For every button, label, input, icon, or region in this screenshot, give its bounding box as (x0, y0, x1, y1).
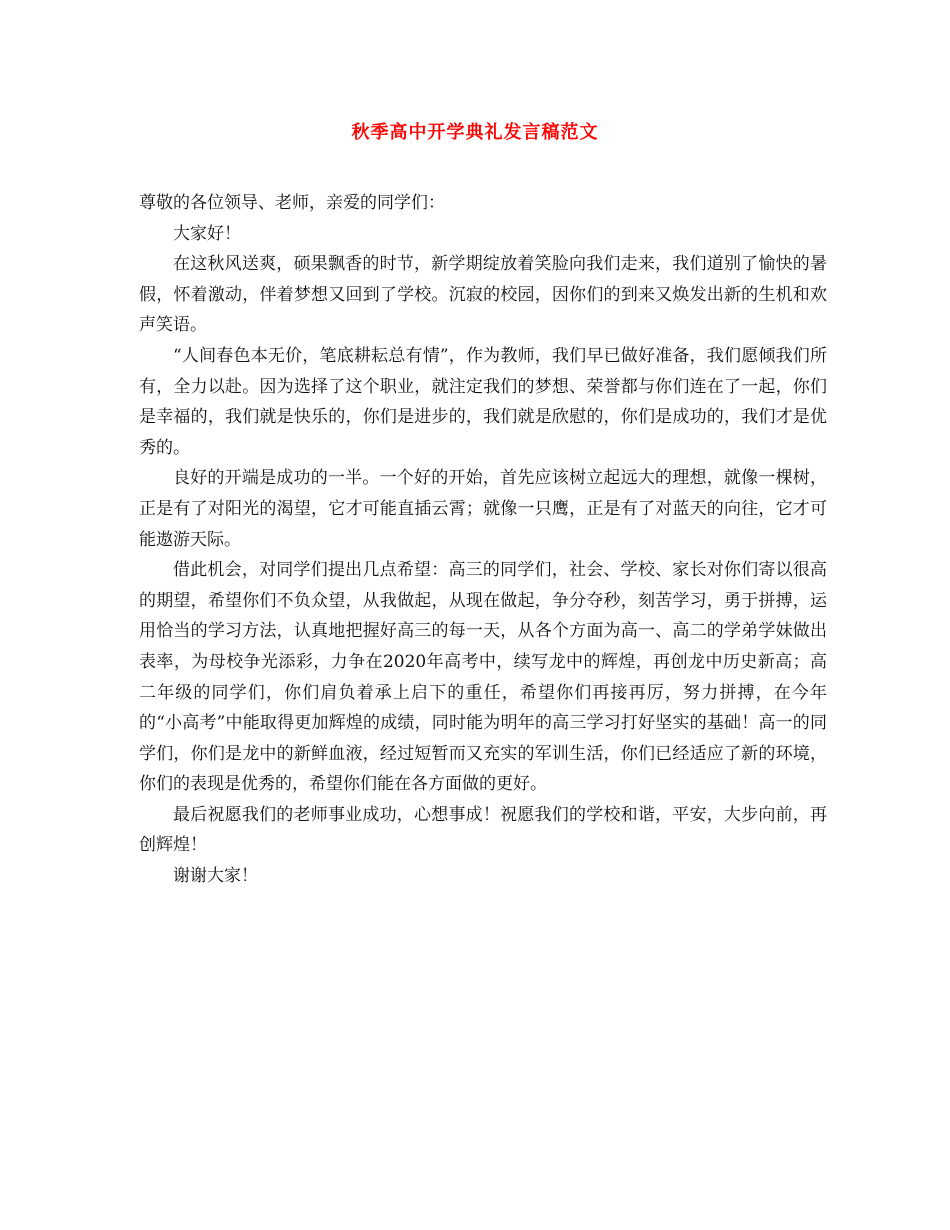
paragraph-good-start: 良好的开端是成功的一半。一个好的开始，首先应该树立起远大的理想，就像一棵树，正是有了对阳光的渴望，它才可能直插云霄；就像一只鹰，正是有了对蓝天的向往，它才可能遨游天际。 (139, 468, 827, 550)
salutation: 尊敬的各位领导、老师，亲爱的同学们： (139, 193, 445, 213)
paragraph-autumn-opening: 在这秋风送爽，硕果飘香的时节，新学期绽放着笑脸向我们走来，我们道别了愉快的暑假，怀着激动，伴着梦想又回到了学校。沉寂的校园，因你们的到来又焕发出新的生机和欢声笑语。 (139, 254, 827, 336)
document-title: 秋季高中开学典礼发言稿范文 (351, 122, 599, 143)
document-body (139, 188, 827, 892)
paragraph-greeting: 大家好！ (173, 223, 241, 244)
paragraph-thanks: 谢谢大家！ (173, 866, 258, 887)
paragraph-wishes: 最后祝愿我们的老师事业成功，心想事成！祝愿我们的学校和谐，平安，大步向前，再创辉煌！ (139, 804, 827, 856)
paragraph-teacher-commitment: “人间春色本无价，笔底耕耘总有情”，作为教师，我们早已做好准备，我们愿倾我们所有，全力以赴。因为选择了这个职业，就注定我们的梦想、荣誉都与你们连在了一起，你们是幸福的，我们就是快乐的，你们是进步的，我们就是欣慰的，你们是成功的，我们才是优秀的。 (139, 345, 827, 458)
paragraph-hopes: 借此机会，对同学们提出几点希望：高三的同学们，社会、学校、家长对你们寄以很高的期望，希望你们不负众望，从我做起，从现在做起，争分夺秒，刻苦学习，勇于拼搏，运用恰当的学习方法，认真地把握好高三的每一天，从各个方面为高一、高二的学弟学妹做出表率，为母校争光添彩，力争在2020年高考中，续写龙中的辉煌，再创龙中历史新高；高二年级的同学们，你们肩负着承上启下的重任，希望你们再接再厉，努力拼搏，在今年的“小高考”中能取得更加辉煌的成绩，同时能为明年的高三学习打好坚实的基础！高一的同学们，你们是龙中的新鲜血液，经过短暂而又充实的军训生活，你们已经适应了新的环境，你们的表现是优秀的，希望你们能在各方面做的更好。 (139, 560, 827, 795)
